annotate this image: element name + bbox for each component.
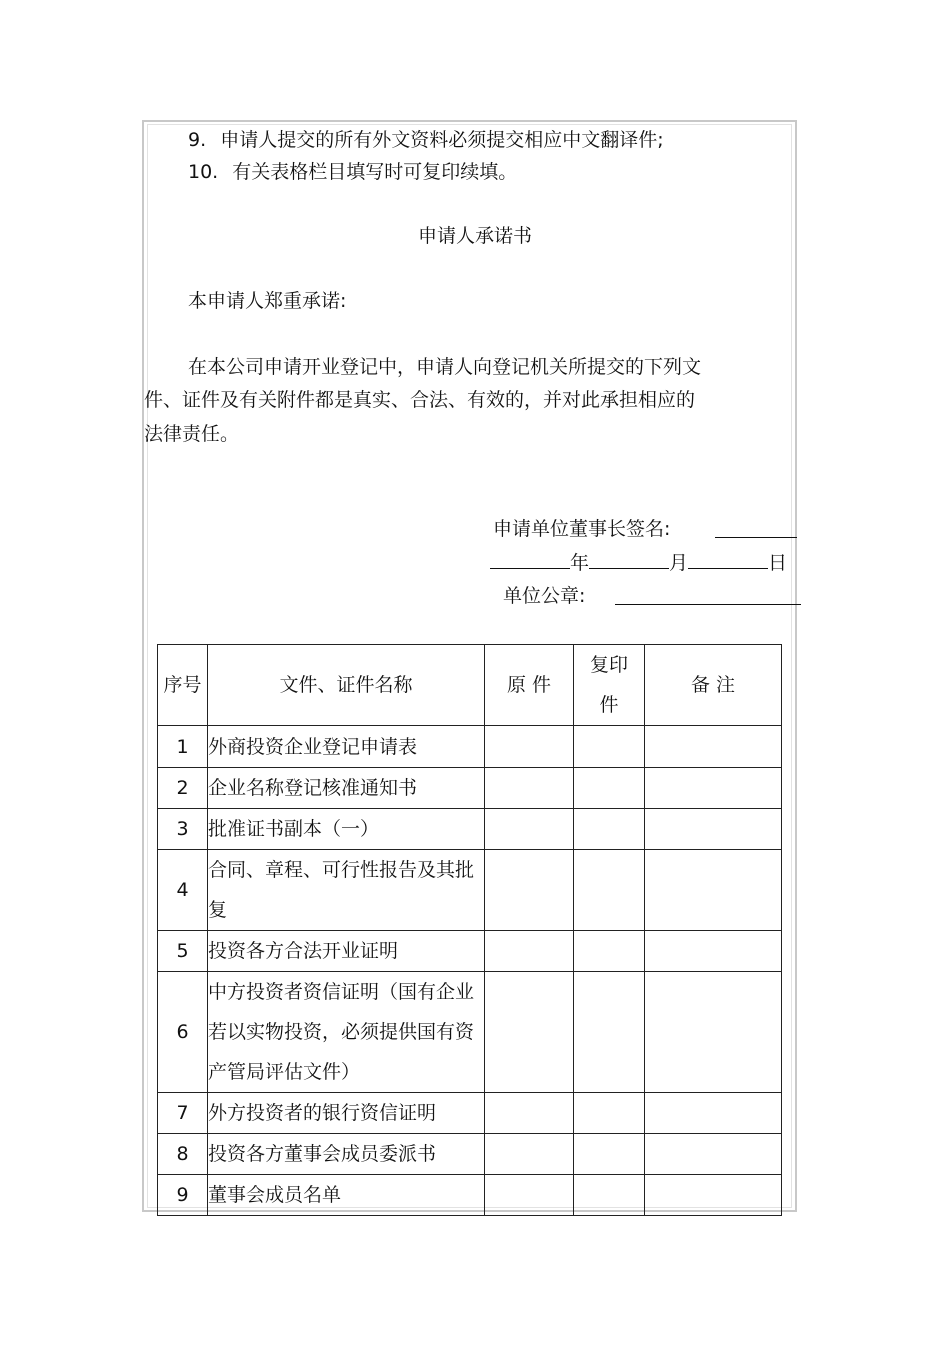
- row-copy-cell[interactable]: [574, 972, 645, 1093]
- row-remarks-cell[interactable]: [645, 1093, 782, 1134]
- note-9: [188, 128, 664, 152]
- row-remarks-cell[interactable]: [645, 1175, 782, 1216]
- row-remarks-cell[interactable]: [645, 1134, 782, 1175]
- row-remarks-cell[interactable]: [645, 972, 782, 1093]
- row-number: 6: [158, 972, 208, 1093]
- row-document-name: 企业名称登记核准通知书: [208, 768, 485, 809]
- table-row: [158, 809, 782, 850]
- row-original-cell[interactable]: [485, 1093, 574, 1134]
- row-copy-cell[interactable]: [574, 726, 645, 768]
- row-document-name: 中方投资者资信证明（国有企业若以实物投资，必须提供国有资产管局评估文件）: [208, 972, 485, 1093]
- table-row: [158, 768, 782, 809]
- row-document-name: 外方投资者的银行资信证明: [208, 1093, 485, 1134]
- row-remarks-cell[interactable]: [645, 931, 782, 972]
- month-blank[interactable]: [589, 550, 669, 569]
- month-label: 月: [669, 552, 689, 574]
- day-blank[interactable]: [688, 550, 768, 569]
- note-10: [188, 160, 517, 184]
- row-original-cell[interactable]: [485, 809, 574, 850]
- header-original: 原 件: [485, 645, 574, 726]
- commitment-body-line: 在本公司申请开业登记中，申请人向登记机关所提交的下列文: [188, 356, 702, 378]
- row-number: 7: [158, 1093, 208, 1134]
- row-document-name: 合同、章程、可行性报告及其批复: [208, 850, 485, 931]
- row-copy-cell[interactable]: [574, 850, 645, 931]
- row-number: 9: [158, 1175, 208, 1216]
- table-row: [158, 1134, 782, 1175]
- seal-blank[interactable]: [615, 586, 801, 605]
- row-copy-cell[interactable]: [574, 768, 645, 809]
- row-remarks-cell[interactable]: [645, 726, 782, 768]
- table-row: [158, 972, 782, 1093]
- chairman-signature-blank[interactable]: [715, 519, 797, 538]
- year-blank[interactable]: [490, 550, 570, 569]
- header-copy-line: 件: [599, 694, 619, 716]
- note-number: 9.: [188, 129, 207, 151]
- note-text: 有关表格栏目填写时可复印续填。: [232, 161, 518, 183]
- commitment-body-line: 法律责任。: [144, 423, 240, 445]
- commitment-body-line: 件、证件及有关附件都是真实、合法、有效的，并对此承担相应的: [144, 389, 696, 411]
- documents-table: [157, 644, 782, 1216]
- row-original-cell[interactable]: [485, 768, 574, 809]
- header-copy-line: 复印: [589, 654, 628, 676]
- year-label: 年: [570, 552, 590, 574]
- row-copy-cell[interactable]: [574, 1175, 645, 1216]
- table-header-row: [158, 645, 782, 726]
- row-original-cell[interactable]: [485, 972, 574, 1093]
- row-number: 3: [158, 809, 208, 850]
- day-label: 日: [768, 552, 788, 574]
- header-name: 文件、证件名称: [208, 645, 485, 726]
- row-remarks-cell[interactable]: [645, 850, 782, 931]
- commitment-title: 申请人承诺书: [417, 225, 532, 247]
- row-number: 8: [158, 1134, 208, 1175]
- row-number: 1: [158, 726, 208, 768]
- table-row: [158, 850, 782, 931]
- row-original-cell[interactable]: [485, 931, 574, 972]
- row-document-name: 批准证书副本（一）: [208, 809, 485, 850]
- row-document-name: 投资各方董事会成员委派书: [208, 1134, 485, 1175]
- row-document-name: 外商投资企业登记申请表: [208, 726, 485, 768]
- row-number: 5: [158, 931, 208, 972]
- chairman-signature-row: [493, 517, 670, 541]
- table-row: [158, 1093, 782, 1134]
- header-remarks: 备 注: [645, 645, 782, 726]
- note-number: 10.: [188, 161, 219, 183]
- row-copy-cell[interactable]: [574, 931, 645, 972]
- seal-row: [503, 584, 585, 608]
- row-copy-cell[interactable]: [574, 1093, 645, 1134]
- row-original-cell[interactable]: [485, 1134, 574, 1175]
- row-copy-cell[interactable]: [574, 809, 645, 850]
- row-number: 2: [158, 768, 208, 809]
- row-remarks-cell[interactable]: [645, 809, 782, 850]
- row-original-cell[interactable]: [485, 1175, 574, 1216]
- row-number: 4: [158, 850, 208, 931]
- row-remarks-cell[interactable]: [645, 768, 782, 809]
- date-row: [490, 550, 787, 575]
- row-original-cell[interactable]: [485, 726, 574, 768]
- commitment-intro: 本申请人郑重承诺:: [188, 290, 347, 312]
- seal-label: 单位公章:: [503, 585, 586, 607]
- row-copy-cell[interactable]: [574, 1134, 645, 1175]
- row-original-cell[interactable]: [485, 850, 574, 931]
- row-document-name: 董事会成员名单: [208, 1175, 485, 1216]
- note-text: 申请人提交的所有外文资料必须提交相应中文翻译件;: [220, 129, 664, 151]
- table-row: [158, 931, 782, 972]
- chairman-signature-label: 申请单位董事长签名:: [493, 518, 671, 540]
- row-document-name: 投资各方合法开业证明: [208, 931, 485, 972]
- table-row: [158, 726, 782, 768]
- table-row: [158, 1175, 782, 1216]
- header-index: 序号: [158, 645, 208, 726]
- header-copy: [574, 645, 645, 726]
